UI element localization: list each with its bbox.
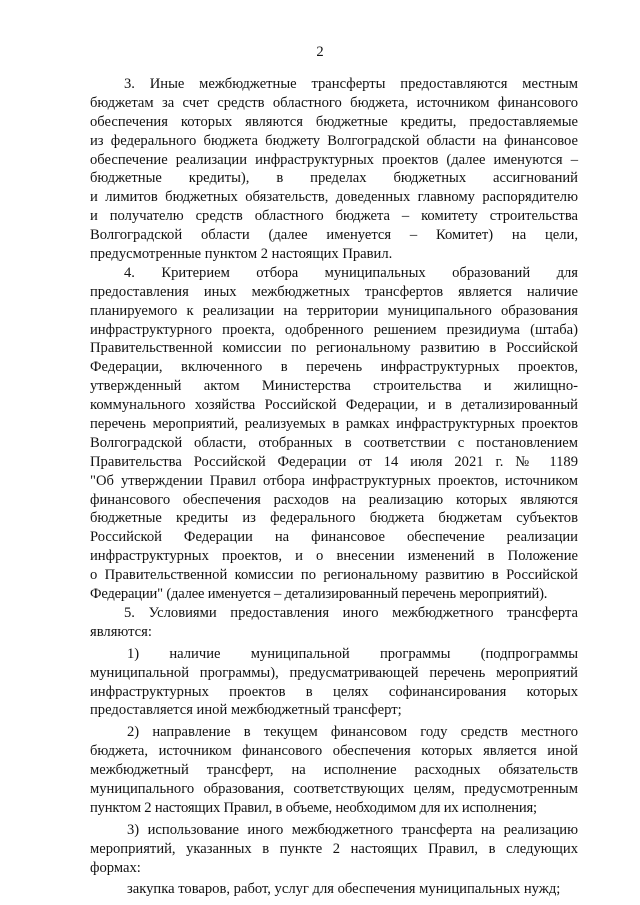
- list-item-3: [90, 821, 578, 878]
- text-line: предоставления иных межбюджетных трансфертов является наличие: [90, 283, 578, 300]
- text-line: 3. Иные межбюджетные трансферты предоставляются местным: [124, 76, 578, 92]
- text-line: бюджета, источником финансового обеспечения которых является иной: [90, 743, 578, 760]
- text-line: Федерации, включенного в перечень инфраструктурных проектов,: [90, 359, 578, 376]
- text-line: и получателю средств областного бюджета – комитету строительства: [90, 208, 578, 225]
- text-line: предоставляется иной межбюджетный трансферт;: [90, 702, 402, 719]
- text-line: межбюджетный трансферт, на исполнение расходных обязательств: [90, 762, 578, 779]
- text-line: Волгоградской области (далее именуется – Комитет) на цели,: [90, 227, 578, 244]
- text-line: формах:: [90, 859, 141, 876]
- text-line: бюджетам за счет средств областного бюджета, источником финансового: [90, 94, 578, 111]
- paragraph-3: [90, 75, 578, 264]
- text-line: закупка товаров, работ, услуг для обеспечения муниципальных нужд;: [127, 881, 561, 898]
- text-line: инфраструктурных проектов, и о внесении изменений в Положение: [90, 548, 578, 565]
- text-line: "Об утверждении Правил отбора инфраструктурных проектов, источником: [90, 472, 578, 489]
- list-item-1: [90, 645, 578, 721]
- text-line: 5. Условиями предоставления иного межбюджетного трансферта: [124, 604, 578, 621]
- text-line: планируемого к реализации на территории муниципального образования: [90, 302, 578, 319]
- text-line: Российской Федерации на финансовое обеспечение реализации: [90, 529, 578, 546]
- text-line: инфраструктурного проекта, одобренного решением президиума (штаба): [90, 321, 578, 338]
- text-line: пунктом 2 настоящих Правил, в объеме, необходимом для их исполнения;: [90, 799, 537, 816]
- form-item: [90, 880, 578, 899]
- text-line: 4. Критерием отбора муниципальных образований для: [124, 264, 578, 281]
- text-line: муниципальной программы), предусматривающей перечень мероприятий: [90, 664, 578, 681]
- text-line: 1) наличие муниципальной программы (подпрограммы: [127, 645, 578, 662]
- text-line: Правительства Российской Федерации от 14 июля 2021 г. № 1189: [90, 453, 578, 470]
- text-line: перечень мероприятий, реализуемых в рамках инфраструктурных проектов: [90, 416, 578, 433]
- paragraph-5: [90, 604, 578, 642]
- text-line: 2) направление в текущем финансовом году средств местного: [127, 724, 578, 741]
- text-line: коммунального хозяйства Российской Федерации, и в детализированный: [90, 397, 578, 414]
- text-line: бюджетные кредиты), в пределах бюджетных ассигнований: [90, 170, 578, 187]
- text-line: и лимитов бюджетных обязательств, доведенных главному распорядителю: [90, 189, 578, 206]
- text-line: Волгоградской области, отобранных в соответствии с постановлением: [90, 434, 578, 451]
- text-line: бюджетные кредиты из федерального бюджета бюджетам субъектов: [90, 510, 578, 527]
- text-line: о Правительственной комиссии по региональному развитию в Российской: [90, 567, 578, 584]
- text-line: муниципального образования, соответствующих целям, предусмотренным: [90, 780, 578, 797]
- text-line: финансового обеспечения расходов на реализацию которых являются: [90, 491, 578, 508]
- document-body: [90, 75, 578, 899]
- text-line: Федерации" (далее именуется – детализированный перечень мероприятий).: [90, 586, 548, 603]
- list-item-2: [90, 723, 578, 817]
- text-line: мероприятий, указанных в пункте 2 настоящих Правил, в следующих: [90, 840, 578, 857]
- text-line: из федерального бюджета бюджету Волгоградской области на финансовое: [90, 132, 578, 149]
- text-line: предусмотренные пунктом 2 настоящих Правил.: [90, 246, 393, 263]
- text-line: 3) использование иного межбюджетного трансферта на реализацию: [127, 821, 578, 838]
- page-number: 2: [316, 44, 324, 60]
- paragraph-4: [90, 264, 578, 604]
- text-line: обеспечения которых являются бюджетные кредиты, предоставляемые: [90, 113, 578, 130]
- text-line: инфраструктурных проектов в целях софинансирования которых: [90, 683, 578, 700]
- text-line: обеспечение реализации инфраструктурных проектов (далее именуются –: [90, 151, 578, 168]
- text-line: Правительственной комиссии по региональному развитию в Российской: [90, 340, 578, 357]
- text-line: являются:: [90, 623, 152, 640]
- text-line: утвержденный актом Министерства строительства и жилищно-: [90, 378, 578, 395]
